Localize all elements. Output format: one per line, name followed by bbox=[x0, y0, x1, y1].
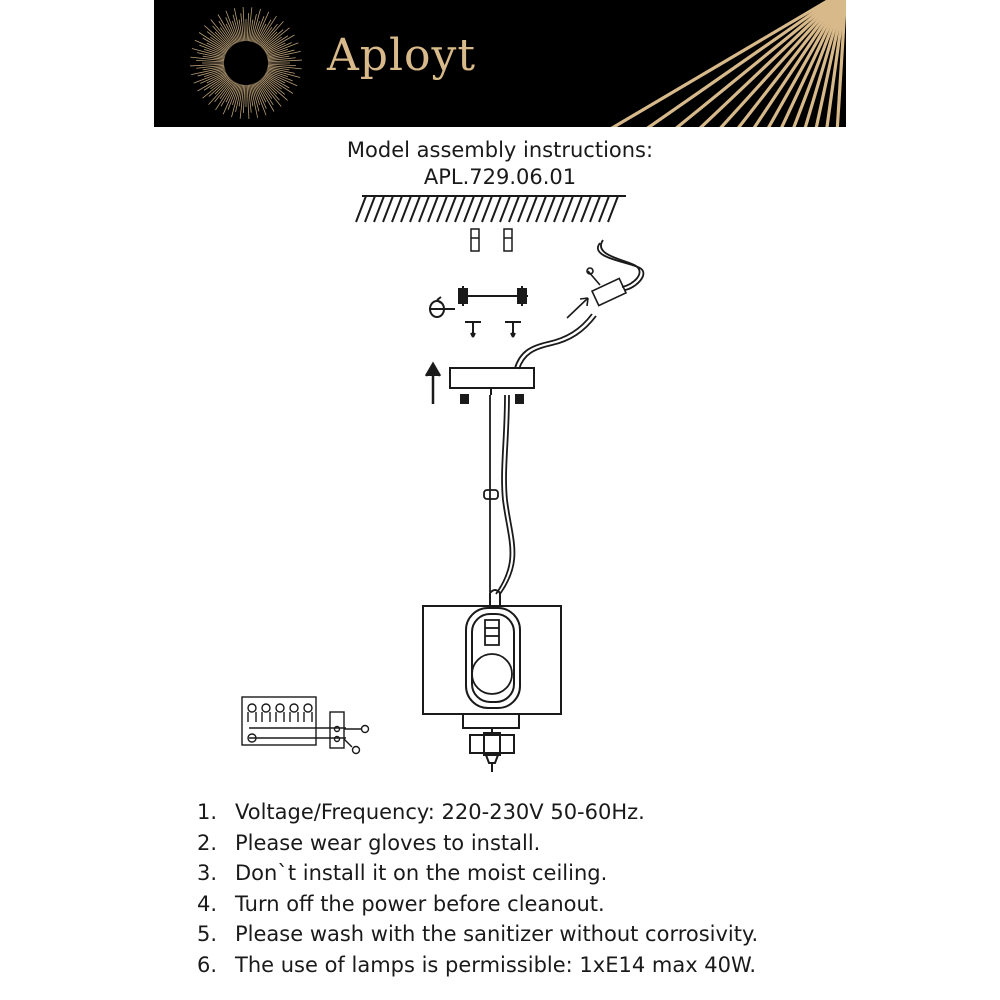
mounting-bracket bbox=[459, 286, 528, 306]
safety-notes-list bbox=[197, 797, 758, 980]
up-arrow-icon bbox=[426, 364, 440, 404]
ceiling-canopy bbox=[450, 368, 534, 403]
suspension-cable bbox=[484, 395, 514, 594]
model-number: APL.729.06.01 bbox=[423, 165, 577, 189]
document-title: Model assembly instructions: bbox=[346, 138, 654, 162]
shade-bottom-fittings bbox=[463, 714, 519, 772]
wall-anchors bbox=[471, 229, 512, 251]
brand-logo-text: Aployt bbox=[327, 30, 477, 81]
rotate-icon bbox=[429, 297, 455, 317]
ceiling-hatch bbox=[356, 196, 626, 222]
list-item: 6. The use of lamps is permissible: 1xE14 max 40W. bbox=[197, 952, 757, 977]
list-item: 5. Please wash with the sanitizer without corrosivity. bbox=[197, 922, 759, 946]
list-item: 1. Voltage/Frequency: 220-230V 50-60Hz. bbox=[197, 800, 645, 824]
supply-wire bbox=[515, 240, 643, 369]
list-item: 4. Turn off the power before cleanout. bbox=[197, 891, 605, 916]
list-item: 2. Please wear gloves to install. bbox=[197, 830, 541, 855]
list-item: 3. Don`t install it on the moist ceiling. bbox=[197, 861, 608, 885]
terminal-connector bbox=[567, 268, 626, 318]
light-bulb-icon bbox=[472, 620, 512, 694]
terminal-block-wiring-icon bbox=[242, 697, 369, 754]
screws bbox=[465, 322, 521, 337]
lamp-shade bbox=[423, 590, 561, 714]
